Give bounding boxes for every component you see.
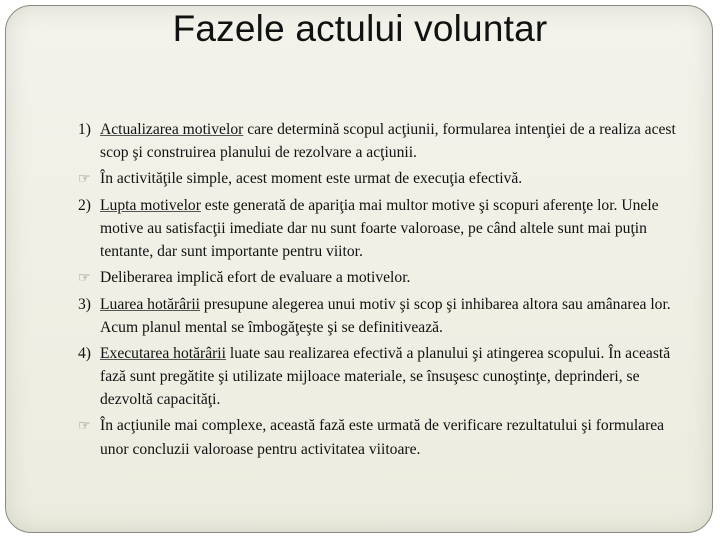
pointing-hand-icon: ☞ (78, 419, 91, 434)
item-keyword: Luarea hotărârii (100, 296, 200, 313)
item-keyword: Executarea hotărârii (100, 345, 226, 362)
pointing-hand-icon: ☞ (78, 172, 91, 187)
item-text: este generată de apariţia mai multor motive şi scopuri aferenţe lor. Unele motive au satisfacţii imediate dar nu sunt foarte valoroase, pe când altele sunt mai puţin tentante, dar sunt importante pentru viitor. (100, 197, 659, 260)
item-number: 3) (78, 296, 91, 313)
bullet-text: În activităţile simple, acest moment este urmat de execuţia efectivă. (100, 170, 523, 187)
item-keyword: Actualizarea motivelor (100, 121, 244, 138)
item-text: luate sau realizarea efectivă a planului şi atingerea scopului. În această fază sunt pregătite şi utilizate mijloace materiale, se însuşesc cunoştinţe, deprinderi, se dezvoltă capacităţi. (100, 345, 671, 408)
list-item-2 (78, 194, 686, 263)
bullet-item-3 (78, 414, 686, 461)
bullet-text: În acţiunile mai complexe, această fază este urmată de verificare rezultatului şi formularea unor concluzii valoroase pentru activitatea viitoare. (100, 417, 665, 458)
list-item-3 (78, 293, 686, 339)
item-keyword: Lupta motivelor (100, 197, 201, 214)
item-text: presupune alegerea unui motiv şi scop şi inhibarea altora sau amânarea lor. Acum planul mental se îmbogăţeşte şi se definitivează. (100, 296, 671, 336)
bullet-text: Deliberarea implică efort de evaluare a motivelor. (100, 269, 411, 286)
pointing-hand-icon: ☞ (78, 271, 91, 286)
list-item-4 (78, 342, 686, 411)
item-number: 4) (78, 345, 91, 362)
slide-content (78, 118, 686, 464)
slide-title: Fazele actului voluntar (172, 8, 548, 49)
list-item-1 (78, 118, 686, 164)
item-text: care determină scopul acţiunii, formularea intenţiei de a realiza acest scop şi construirea planului de rezolvare a acţiunii. (100, 121, 676, 161)
bullet-item-2 (78, 266, 686, 290)
item-number: 1) (78, 121, 91, 138)
item-number: 2) (78, 197, 91, 214)
bullet-item-1 (78, 167, 686, 191)
